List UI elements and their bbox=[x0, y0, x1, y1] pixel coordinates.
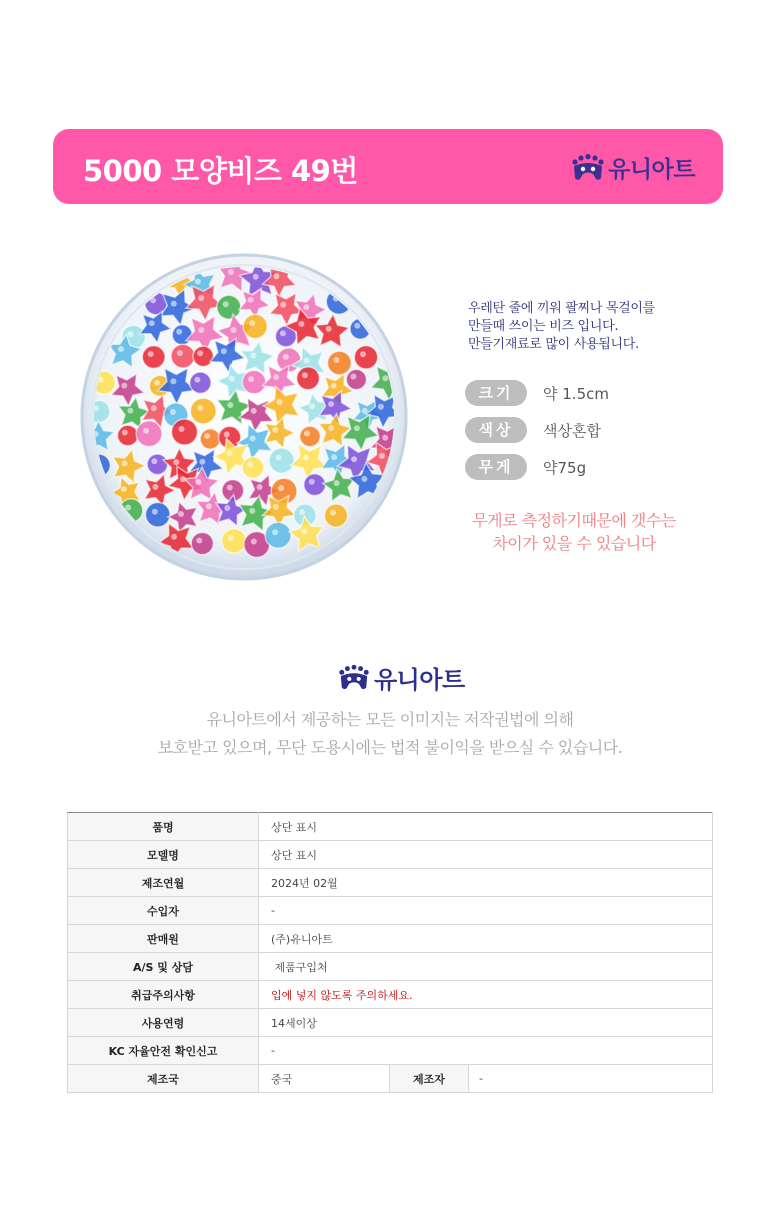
table-key: KC 자율안전 확인신고 bbox=[68, 1037, 259, 1065]
bead-highlight bbox=[197, 350, 203, 356]
bead bbox=[118, 425, 139, 446]
note-line: 차이가 있을 수 있습니다 bbox=[492, 534, 656, 553]
bead-highlight bbox=[331, 454, 337, 460]
bead bbox=[354, 346, 377, 369]
bead-highlight bbox=[224, 505, 230, 511]
bead-highlight bbox=[253, 274, 259, 280]
bead-highlight bbox=[298, 321, 304, 327]
bead bbox=[304, 474, 326, 496]
bead-highlight bbox=[231, 327, 237, 333]
bead-highlight bbox=[224, 431, 230, 437]
bead-highlight bbox=[173, 459, 179, 465]
table-row bbox=[68, 953, 713, 981]
bead-highlight bbox=[121, 486, 127, 492]
bead bbox=[300, 426, 321, 447]
bead-highlight bbox=[354, 425, 360, 431]
bead-highlight bbox=[143, 428, 149, 434]
header-banner bbox=[53, 129, 723, 204]
bead bbox=[147, 454, 168, 475]
bead-highlight bbox=[198, 295, 204, 301]
bead-highlight bbox=[227, 485, 233, 491]
table-value: (주)유니아트 bbox=[259, 925, 713, 953]
bead-highlight bbox=[196, 538, 202, 544]
bead-highlight bbox=[304, 430, 310, 436]
bead-highlight bbox=[204, 433, 210, 439]
bead-highlight bbox=[223, 301, 229, 307]
table-value: - bbox=[469, 1065, 713, 1093]
bead-highlight bbox=[179, 426, 185, 432]
copyright-line: 보호받고 있으며, 무단 도용시에는 법적 불이익을 받으실 수 있습니다. bbox=[157, 738, 623, 757]
table-key: 품명 bbox=[68, 813, 259, 841]
spec-label: 무게 bbox=[465, 454, 527, 480]
bead-highlight bbox=[276, 455, 282, 461]
spec-label: 색상 bbox=[465, 417, 527, 443]
table-key: 제조자 bbox=[390, 1065, 469, 1093]
bead-highlight bbox=[151, 458, 157, 464]
bead-highlight bbox=[273, 374, 279, 380]
description-line: 만들때 쓰이는 비즈 입니다. bbox=[468, 319, 619, 334]
brand-name: 유니아트 bbox=[374, 666, 465, 694]
bead-highlight bbox=[278, 485, 284, 491]
bead-highlight bbox=[152, 484, 158, 490]
product-description bbox=[468, 300, 738, 354]
bead-highlight bbox=[360, 351, 366, 357]
table-row bbox=[68, 897, 713, 925]
bead-highlight bbox=[125, 505, 131, 511]
bead-highlight bbox=[148, 351, 154, 357]
bead bbox=[297, 367, 320, 390]
table-value: 상단 표시 bbox=[259, 841, 713, 869]
spec-size bbox=[465, 380, 609, 406]
table-value: 14세이상 bbox=[259, 1009, 713, 1037]
bead-highlight bbox=[249, 320, 255, 326]
bead-highlight bbox=[251, 539, 257, 545]
note-line: 무게로 측정하기때문에 갯수는 bbox=[472, 511, 676, 530]
bead-highlight bbox=[379, 453, 385, 459]
table-row bbox=[68, 1037, 713, 1065]
bead-highlight bbox=[303, 455, 309, 461]
bead-highlight bbox=[250, 435, 256, 441]
spec-color bbox=[465, 417, 601, 443]
table-key: 제조국 bbox=[68, 1065, 259, 1093]
bead bbox=[217, 295, 241, 319]
bead-highlight bbox=[171, 534, 177, 540]
bead-highlight bbox=[248, 297, 254, 303]
table-value: - bbox=[259, 1037, 713, 1065]
copyright-line: 유니아트에서 제공하는 모든 이미지는 저작권법에 의해 bbox=[206, 710, 574, 729]
spec-label: 크기 bbox=[465, 380, 527, 406]
bead-highlight bbox=[194, 377, 200, 383]
bead-highlight bbox=[177, 350, 183, 356]
bead-highlight bbox=[221, 348, 227, 354]
bead-highlight bbox=[118, 346, 124, 352]
table-key: 판매원 bbox=[68, 925, 259, 953]
bead-highlight bbox=[328, 425, 334, 431]
bead-highlight bbox=[249, 508, 255, 514]
bead-highlight bbox=[229, 376, 235, 382]
bead-highlight bbox=[195, 479, 201, 485]
bead-highlight bbox=[354, 323, 360, 329]
copyright-notice bbox=[0, 706, 780, 762]
table-value: 제품구입처 bbox=[259, 953, 713, 981]
spec-value: 약 1.5cm bbox=[543, 384, 609, 403]
bead-highlight bbox=[251, 408, 257, 414]
bead-highlight bbox=[228, 269, 234, 275]
bead-highlight bbox=[361, 476, 367, 482]
crown-logo-icon bbox=[571, 154, 605, 182]
bead-highlight bbox=[334, 480, 340, 486]
bead-highlight bbox=[303, 304, 309, 310]
bead-highlight bbox=[299, 509, 305, 515]
spec-value: 약75g bbox=[543, 458, 587, 477]
table-value-warning: 입에 넣지 않도록 주의하세요. bbox=[259, 981, 713, 1009]
crown-logo-icon bbox=[338, 664, 370, 692]
bead-highlight bbox=[176, 329, 182, 335]
bead-highlight bbox=[178, 511, 184, 517]
bead-highlight bbox=[333, 357, 339, 363]
bead-highlight bbox=[227, 450, 233, 456]
bead-highlight bbox=[283, 354, 289, 360]
bead bbox=[243, 314, 267, 338]
bead-highlight bbox=[331, 383, 337, 389]
bead bbox=[269, 448, 294, 473]
product-info-table bbox=[67, 812, 713, 1093]
bead bbox=[190, 398, 216, 424]
bead bbox=[200, 429, 220, 449]
table-value: 중국 bbox=[259, 1065, 390, 1093]
bead-highlight bbox=[382, 435, 388, 441]
brand-logo-copyright bbox=[338, 660, 465, 695]
bead bbox=[136, 421, 162, 447]
bead-highlight bbox=[151, 405, 157, 411]
bead bbox=[242, 457, 263, 478]
bead-highlight bbox=[170, 409, 176, 415]
bead bbox=[265, 522, 291, 548]
bead-highlight bbox=[280, 302, 286, 308]
spec-value: 색상혼합 bbox=[543, 421, 601, 440]
table-row bbox=[68, 925, 713, 953]
table-value: 상단 표시 bbox=[259, 813, 713, 841]
bead-highlight bbox=[272, 427, 278, 433]
bead bbox=[222, 529, 246, 553]
bead-highlight bbox=[350, 374, 356, 380]
bead-highlight bbox=[351, 456, 357, 462]
table-row bbox=[68, 1009, 713, 1037]
table-key: 모델명 bbox=[68, 841, 259, 869]
bead bbox=[142, 346, 165, 369]
table-row bbox=[68, 813, 713, 841]
page-title: 5000 모양비즈 49번 bbox=[83, 154, 358, 188]
bead-highlight bbox=[170, 378, 176, 384]
spec-weight bbox=[465, 454, 586, 480]
brand-logo bbox=[571, 151, 695, 184]
bead bbox=[191, 532, 213, 554]
bead-highlight bbox=[195, 279, 201, 285]
description-line: 만들기재료로 많이 사용됩니다. bbox=[468, 337, 639, 352]
bead bbox=[172, 419, 198, 445]
table-key: 취급주의사항 bbox=[68, 981, 259, 1009]
bead-highlight bbox=[273, 504, 279, 510]
bead-highlight bbox=[199, 459, 205, 465]
bead bbox=[346, 369, 366, 389]
bead-highlight bbox=[326, 326, 332, 332]
bead-highlight bbox=[127, 408, 133, 414]
weight-note bbox=[440, 509, 708, 555]
bead-highlight bbox=[302, 372, 308, 378]
description-line: 우레탄 줄에 끼워 팔찌나 목걸이를 bbox=[468, 301, 655, 316]
table-row bbox=[68, 869, 713, 897]
bead-highlight bbox=[228, 535, 234, 541]
bead-highlight bbox=[121, 383, 127, 389]
product-image bbox=[78, 252, 410, 582]
table-key: A/S 및 상담 bbox=[68, 953, 259, 981]
table-key: 사용연령 bbox=[68, 1009, 259, 1037]
bead-highlight bbox=[247, 462, 253, 468]
bead bbox=[193, 346, 213, 366]
bead bbox=[171, 344, 195, 368]
bead-highlight bbox=[280, 330, 286, 336]
bead bbox=[242, 370, 265, 393]
table-row bbox=[68, 981, 713, 1009]
bead-highlight bbox=[277, 399, 283, 405]
bead-highlight bbox=[304, 358, 310, 364]
table-key: 제조연월 bbox=[68, 869, 259, 897]
bead-highlight bbox=[309, 479, 315, 485]
bead-highlight bbox=[122, 460, 128, 466]
bead-highlight bbox=[328, 401, 334, 407]
bead-highlight bbox=[257, 484, 263, 490]
table-key: 수입자 bbox=[68, 897, 259, 925]
bead-highlight bbox=[149, 320, 155, 326]
bead-highlight bbox=[309, 403, 315, 409]
bead bbox=[190, 372, 211, 393]
bead-highlight bbox=[272, 529, 278, 535]
bead-highlight bbox=[273, 273, 279, 279]
bead bbox=[324, 504, 347, 527]
bead-highlight bbox=[251, 353, 257, 359]
bead-highlight bbox=[128, 331, 134, 337]
bead-highlight bbox=[378, 404, 384, 410]
bead-highlight bbox=[198, 327, 204, 333]
table-value: - bbox=[259, 897, 713, 925]
bead-highlight bbox=[206, 503, 212, 509]
bead bbox=[146, 502, 171, 527]
bead bbox=[328, 351, 352, 375]
bead-highlight bbox=[154, 380, 160, 386]
bead-highlight bbox=[362, 408, 368, 414]
brand-name: 유니아트 bbox=[608, 157, 695, 183]
bead bbox=[172, 325, 192, 345]
table-row bbox=[68, 1065, 713, 1093]
bead-highlight bbox=[227, 402, 233, 408]
bead-highlight bbox=[382, 375, 388, 381]
bead-highlight bbox=[152, 509, 158, 515]
table-row bbox=[68, 841, 713, 869]
bead-highlight bbox=[171, 301, 177, 307]
bead-highlight bbox=[197, 405, 203, 411]
bead-highlight bbox=[248, 376, 254, 382]
table-value: 2024년 02월 bbox=[259, 869, 713, 897]
bead-highlight bbox=[301, 529, 307, 535]
bead-highlight bbox=[122, 430, 128, 436]
bead-highlight bbox=[330, 510, 336, 516]
